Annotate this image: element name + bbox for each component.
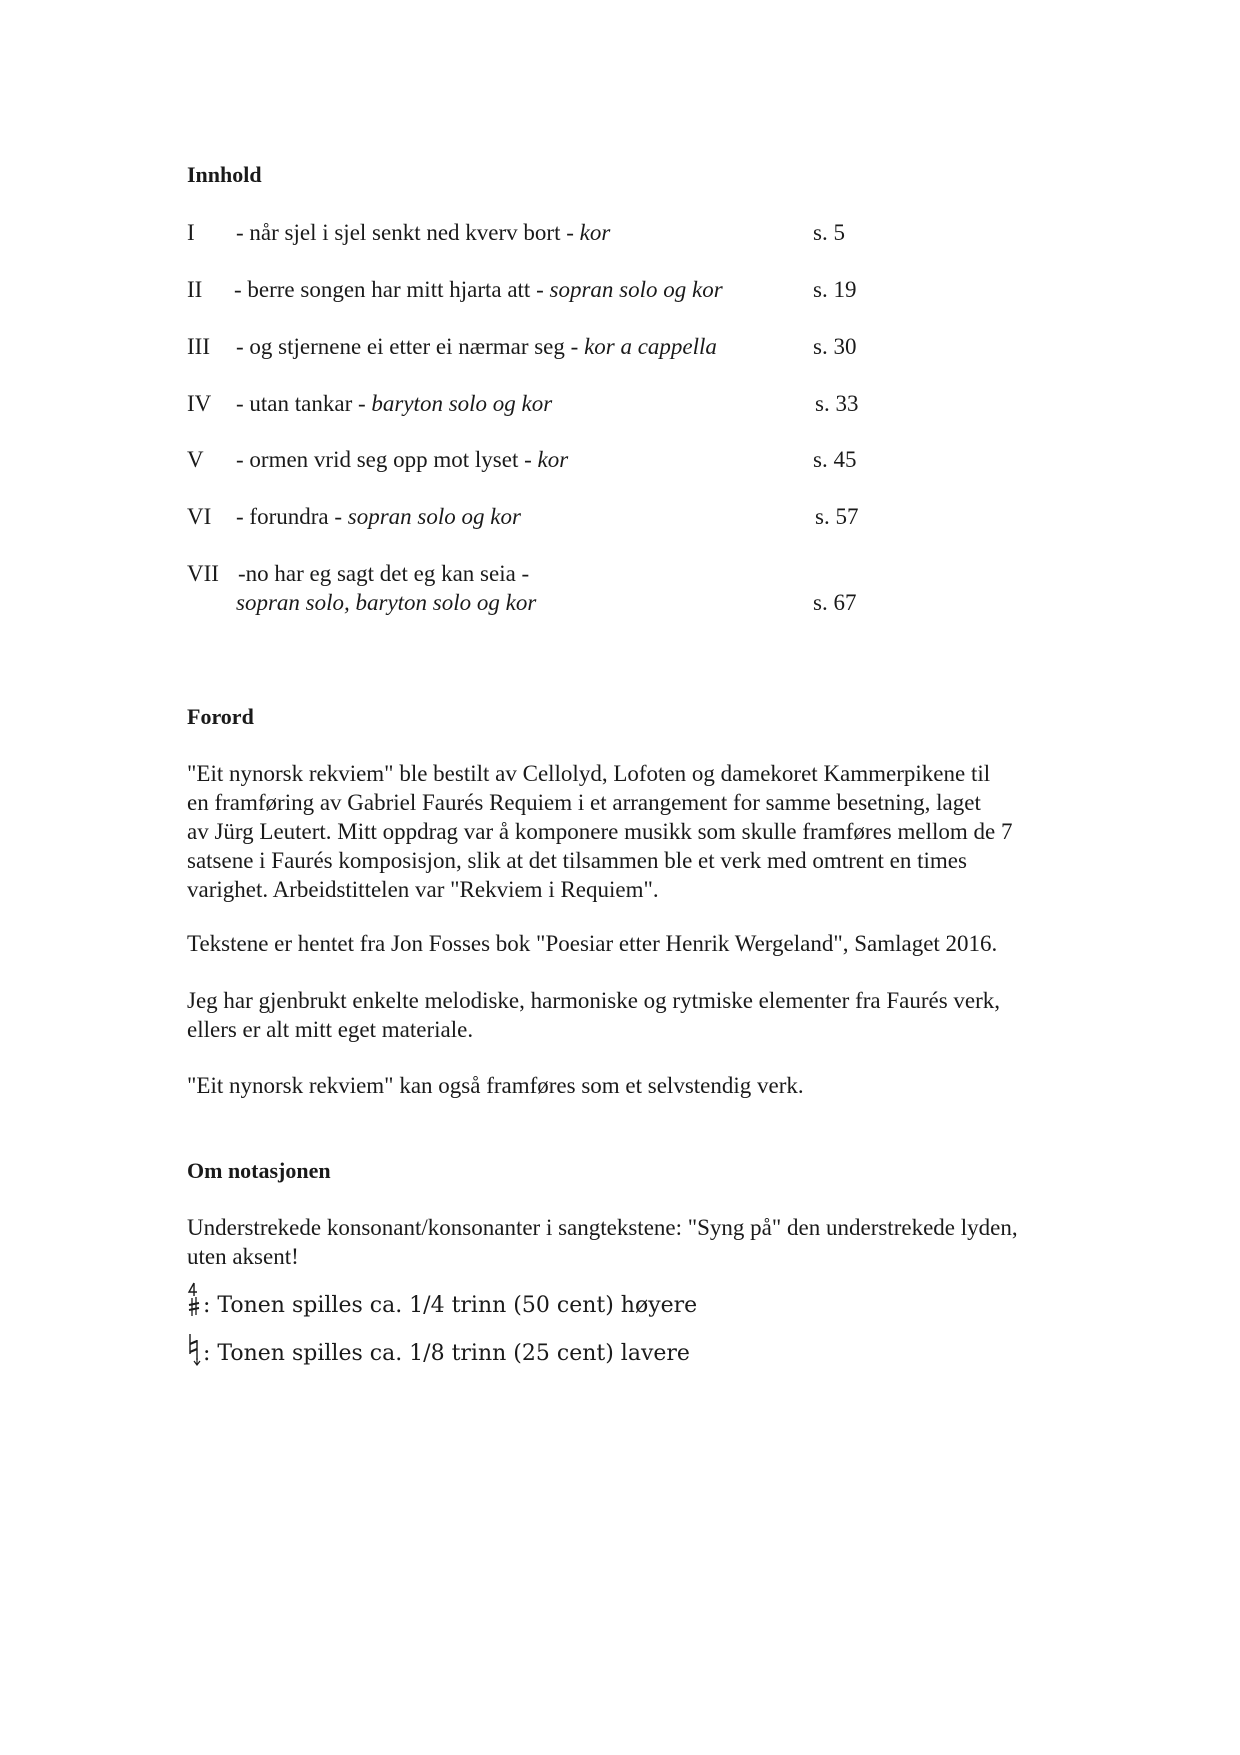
forord-paragraph-3 <box>187 986 1000 1044</box>
forord-paragraph-2 <box>187 929 997 958</box>
toc-title <box>236 334 717 360</box>
toc-page: s. 30 <box>813 334 857 359</box>
toc-number: IV <box>187 391 212 416</box>
toc-voices: baryton solo og kor <box>371 391 553 416</box>
text-line: av Jürg Leutert. Mitt oppdrag var å komponere musikk som skulle framføres mellom de 7 <box>187 819 1013 844</box>
text-line: en framføring av Gabriel Faurés Requiem i et arrangement for samme besetning, laget <box>187 790 981 815</box>
toc-voices: sopran solo og kor <box>549 277 723 302</box>
forord-paragraph-1 <box>187 759 1012 904</box>
toc-voices-text: sopran solo, baryton solo og kor <box>236 590 537 615</box>
toc-voices: kor <box>537 447 569 472</box>
toc-title-text: - ormen vrid seg opp mot lyset - <box>236 447 538 472</box>
toc-heading: Innhold <box>187 162 262 187</box>
toc-page: s. 57 <box>815 504 859 529</box>
toc-number: VI <box>187 504 212 529</box>
toc-title <box>234 277 723 303</box>
toc-title-text: -no har eg sagt det eg kan seia - <box>238 561 530 586</box>
toc-page: s. 67 <box>813 590 857 615</box>
quarter-tone-sharp-icon <box>186 1282 202 1318</box>
eighth-tone-natural-down-icon <box>187 1332 201 1366</box>
text-line: uten aksent! <box>187 1244 299 1269</box>
toc-title-text: - utan tankar - <box>236 391 372 416</box>
toc-number: I <box>187 220 195 245</box>
toc-voices: sopran solo og kor <box>347 504 521 529</box>
toc-number: II <box>187 277 203 302</box>
eighth-tone-natural-text: : Tonen spilles ca. 1/8 trinn (25 cent) lavere <box>203 1341 690 1366</box>
text-line: satsene i Faurés komposisjon, slik at det tilsammen ble et verk med omtrent en times <box>187 848 967 873</box>
toc-number: III <box>187 334 210 359</box>
toc-voices: kor a cappella <box>584 334 717 359</box>
notasjon-paragraph <box>187 1213 1018 1271</box>
toc-title-text: - og stjernene ei etter ei nærmar seg - <box>236 334 585 359</box>
toc-title <box>236 391 552 417</box>
toc-title-text: - når sjel i sjel senkt ned kverv bort - <box>236 220 580 245</box>
text-line: "Eit nynorsk rekviem" kan også framføres som et selvstendig verk. <box>187 1073 804 1098</box>
forord-heading: Forord <box>187 704 254 729</box>
toc-title <box>236 220 610 246</box>
toc-page: s. 45 <box>813 447 857 472</box>
forord-paragraph-4 <box>187 1071 804 1100</box>
toc-number: V <box>187 447 204 472</box>
toc-page: s. 19 <box>813 277 857 302</box>
notasjon-heading: Om notasjonen <box>187 1158 331 1183</box>
text-line: Understrekede konsonant/konsonanter i sangtekstene: "Syng på" den understrekede lyden, <box>187 1215 1018 1240</box>
text-line: Jeg har gjenbrukt enkelte melodiske, harmoniske og rytmiske elementer fra Faurés verk, <box>187 988 1001 1013</box>
toc-title <box>236 447 568 473</box>
toc-number: VII <box>187 561 219 586</box>
text-line: varighet. Arbeidstittelen var "Rekviem i Requiem". <box>187 877 659 902</box>
quarter-tone-sharp-text: : Tonen spilles ca. 1/4 trinn (50 cent) høyere <box>203 1293 698 1318</box>
toc-voices: kor <box>579 220 611 245</box>
text-line: Tekstene er hentet fra Jon Fosses bok "Poesiar etter Henrik Wergeland", Samlaget 2016. <box>187 931 998 956</box>
toc-title <box>236 504 521 530</box>
toc-page: s. 5 <box>813 220 845 245</box>
toc-page: s. 33 <box>815 391 859 416</box>
toc-title-text: - berre songen har mitt hjarta att - <box>234 277 550 302</box>
text-line: "Eit nynorsk rekviem" ble bestilt av Cellolyd, Lofoten og damekoret Kammerpikene til <box>187 761 991 786</box>
toc-voices <box>236 590 536 616</box>
text-line: ellers er alt mitt eget materiale. <box>187 1017 474 1042</box>
toc-title-text: - forundra - <box>236 504 348 529</box>
